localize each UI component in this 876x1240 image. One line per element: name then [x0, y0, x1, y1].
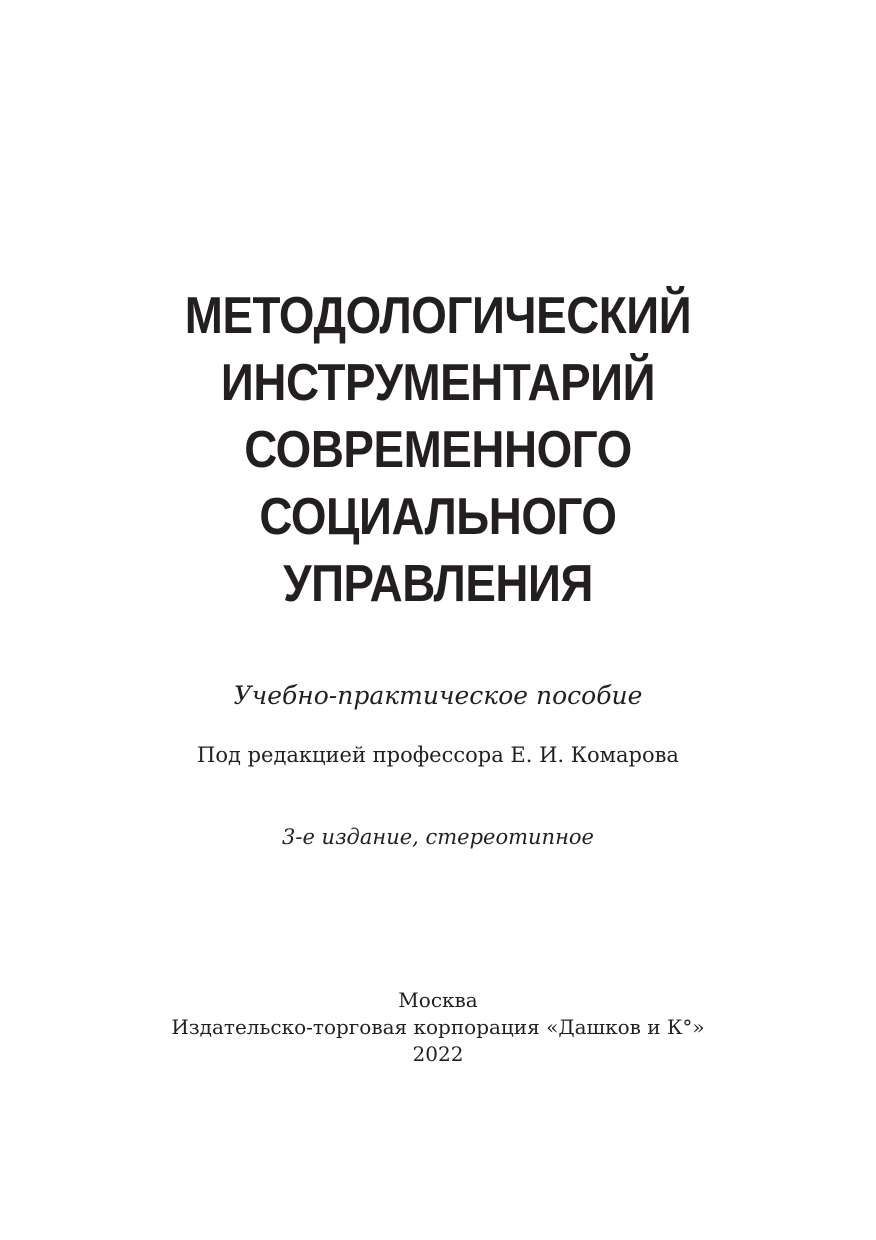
book-title-line: УПРАВЛЕНИЯ: [283, 555, 593, 613]
book-title: [53, 283, 824, 618]
edition-note: 3-е издание, стереотипное: [282, 825, 594, 849]
imprint-city: Москва: [398, 988, 478, 1012]
imprint-publisher: Издательско-торговая корпорация «Дашков и К°»: [171, 1015, 705, 1039]
book-subtitle: Учебно-практическое пособие: [233, 681, 643, 710]
imprint-year: 2022: [412, 1042, 464, 1066]
editor-credit: Под редакцией профессора Е. И. Комарова: [197, 743, 679, 767]
book-title-line: СОЦИАЛЬНОГО: [259, 488, 617, 546]
book-title-line: ИНСТРУМЕНТАРИЙ: [220, 354, 656, 412]
book-title-line: СОВРЕМЕННОГО: [244, 421, 632, 479]
imprint: [0, 987, 876, 1068]
book-title-line: МЕТОДОЛОГИЧЕСКИЙ: [184, 287, 692, 345]
